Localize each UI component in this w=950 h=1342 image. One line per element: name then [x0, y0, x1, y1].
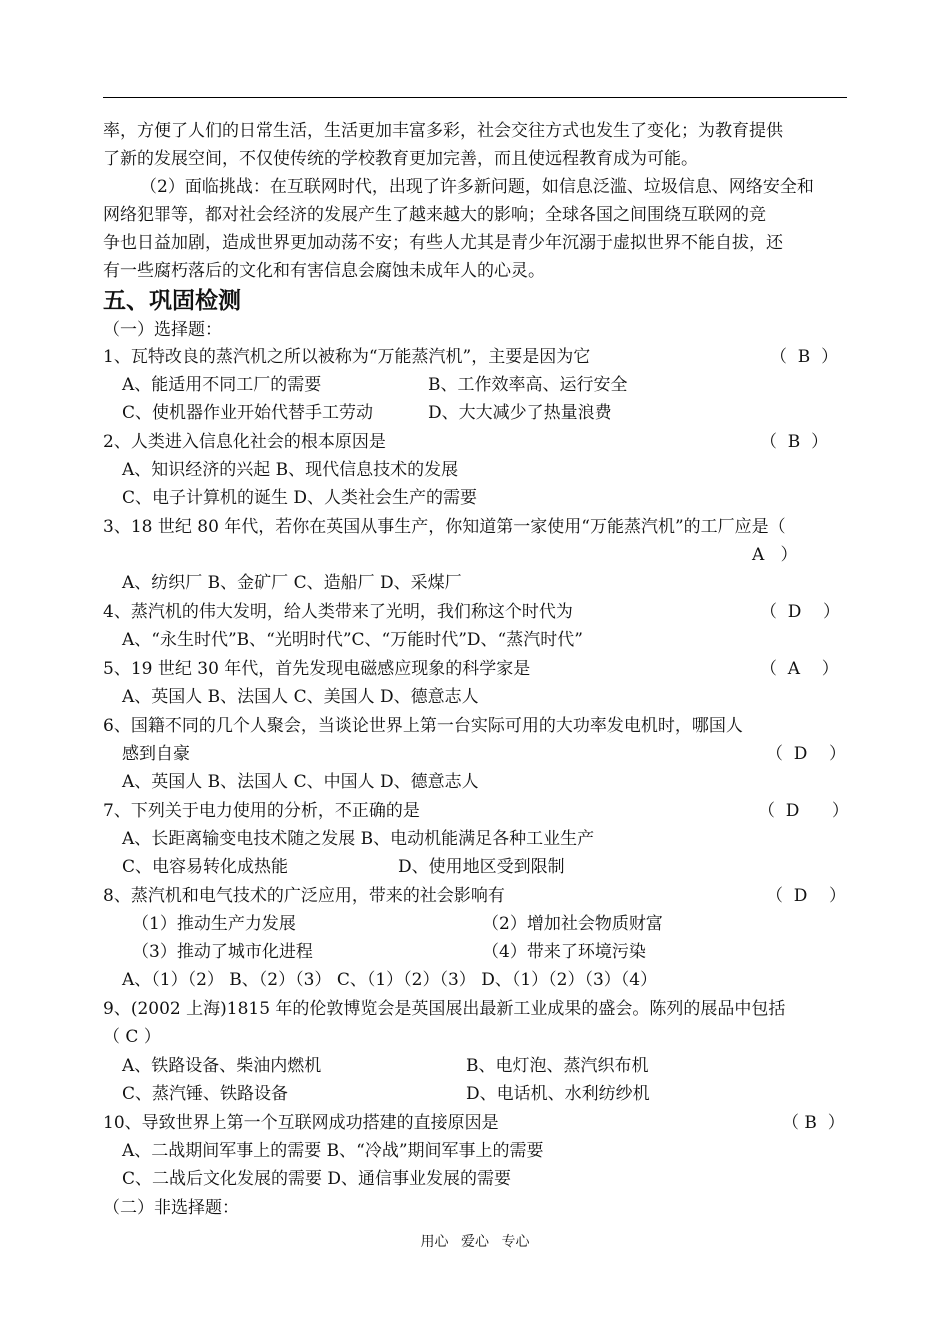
section-title: 五、巩固检测 — [103, 288, 241, 314]
q1-answer: （ B ） — [770, 347, 839, 367]
q8-options: A、（1）（2） B、（2）（3） C、（1）（2）（3） D、（1）（2）（3）（4） — [122, 970, 658, 990]
q3-stem: 3、18 世纪 80 年代，若你在英国从事生产，你知道第一家使用“万能蒸汽机”的工厂应是（ — [103, 517, 786, 537]
q2-stem: 2、人类进入信息化社会的根本原因是 — [103, 432, 386, 452]
q9-option-d: D、电话机、水利纺纱机 — [466, 1084, 650, 1104]
q8-stem: 8、蒸汽机和电气技术的广泛应用，带来的社会影响有 — [103, 886, 505, 906]
q8-item-4: （4）带来了环境污染 — [482, 942, 646, 962]
q2-options-ab: A、知识经济的兴起 B、现代信息技术的发展 — [122, 460, 459, 480]
q7-option-c: C、电容易转化成热能 — [122, 857, 289, 877]
intro-line-1: 率，方便了人们的日常生活，生活更加丰富多彩，社会交往方式也发生了变化；为教育提供 — [103, 121, 783, 141]
intro-line-5: 争也日益加剧，造成世界更加动荡不安；有些人尤其是青少年沉溺于虚拟世界不能自拔，还 — [103, 233, 783, 253]
q10-options-ab: A、二战期间军事上的需要 B、“冷战”期间军事上的需要 — [122, 1141, 544, 1161]
part2-label: （二）非选择题： — [103, 1198, 239, 1218]
q6-answer: （ D ） — [766, 744, 847, 764]
q7-answer: （ D ） — [758, 801, 849, 821]
intro-line-3: （2）面临挑战：在互联网时代，出现了许多新问题，如信息泛滥、垃圾信息、网络安全和 — [140, 177, 814, 197]
q6-options: A、英国人 B、法国人 C、中国人 D、德意志人 — [122, 772, 479, 792]
q1-option-d: D、大大减少了热量浪费 — [428, 403, 612, 423]
q9-option-c: C、蒸汽锤、铁路设备 — [122, 1084, 289, 1104]
q6-stem-cont: 感到自豪 — [122, 744, 190, 764]
part1-label: （一）选择题： — [103, 320, 222, 340]
q9-option-b: B、电灯泡、蒸汽织布机 — [466, 1056, 649, 1076]
q5-stem: 5、19 世纪 30 年代，首先发现电磁感应现象的科学家是 — [103, 659, 531, 679]
q10-options-cd: C、二战后文化发展的需要 D、通信事业发展的需要 — [122, 1169, 512, 1189]
page-footer: 用心 爱心 专心 — [420, 1234, 530, 1250]
intro-line-4: 网络犯罪等，都对社会经济的发展产生了越来越大的影响；全球各国之间围绕互联网的竞 — [103, 205, 766, 225]
q6-stem: 6、国籍不同的几个人聚会，当谈论世界上第一台实际可用的大功率发电机时，哪国人 — [103, 716, 743, 736]
q1-option-c: C、使机器作业开始代替手工劳动 — [122, 403, 374, 423]
q2-options-cd: C、电子计算机的诞生 D、人类社会生产的需要 — [122, 488, 478, 508]
q4-stem: 4、蒸汽机的伟大发明，给人类带来了光明，我们称这个时代为 — [103, 602, 573, 622]
q3-answer: A ） — [752, 545, 798, 565]
q7-option-d: D、使用地区受到限制 — [398, 857, 565, 877]
q8-item-1: （1）推动生产力发展 — [132, 914, 296, 934]
q5-options: A、英国人 B、法国人 C、美国人 D、德意志人 — [122, 687, 479, 707]
q10-answer: （ B ） — [782, 1113, 845, 1133]
q3-options: A、纺织厂 B、金矿厂 C、造船厂 D、采煤厂 — [122, 573, 462, 593]
q2-answer: （ B ） — [760, 432, 829, 452]
q9-stem: 9、(2002 上海)1815 年的伦敦博览会是英国展出最新工业成果的盛会。陈列的展品中包括 — [103, 999, 786, 1019]
q8-answer: （ D ） — [766, 886, 847, 906]
q8-item-2: （2）增加社会物质财富 — [482, 914, 663, 934]
q4-answer: （ D ） — [760, 602, 841, 622]
q9-option-a: A、铁路设备、柴油内燃机 — [122, 1056, 322, 1076]
q7-options-ab: A、长距离输变电技术随之发展 B、电动机能满足各种工业生产 — [122, 829, 595, 849]
q5-answer: （ A ） — [760, 659, 839, 679]
q1-option-b: B、工作效率高、运行安全 — [428, 375, 628, 395]
q1-option-a: A、能适用不同工厂的需要 — [122, 375, 322, 395]
q9-answer: （ C ） — [103, 1027, 161, 1047]
q1-stem: 1、瓦特改良的蒸汽机之所以被称为“万能蒸汽机”，主要是因为它 — [103, 347, 591, 367]
intro-line-6: 有一些腐朽落后的文化和有害信息会腐蚀未成年人的心灵。 — [103, 261, 545, 281]
q7-stem: 7、下列关于电力使用的分析，不正确的是 — [103, 801, 420, 821]
q4-options: A、“永生时代”B、“光明时代”C、“万能时代”D、“蒸汽时代” — [122, 630, 583, 650]
q10-stem: 10、导致世界上第一个互联网成功搭建的直接原因是 — [103, 1113, 499, 1133]
header-rule — [103, 97, 847, 98]
q8-item-3: （3）推动了城市化进程 — [132, 942, 313, 962]
intro-line-2: 了新的发展空间，不仅使传统的学校教育更加完善，而且使远程教育成为可能。 — [103, 149, 698, 169]
